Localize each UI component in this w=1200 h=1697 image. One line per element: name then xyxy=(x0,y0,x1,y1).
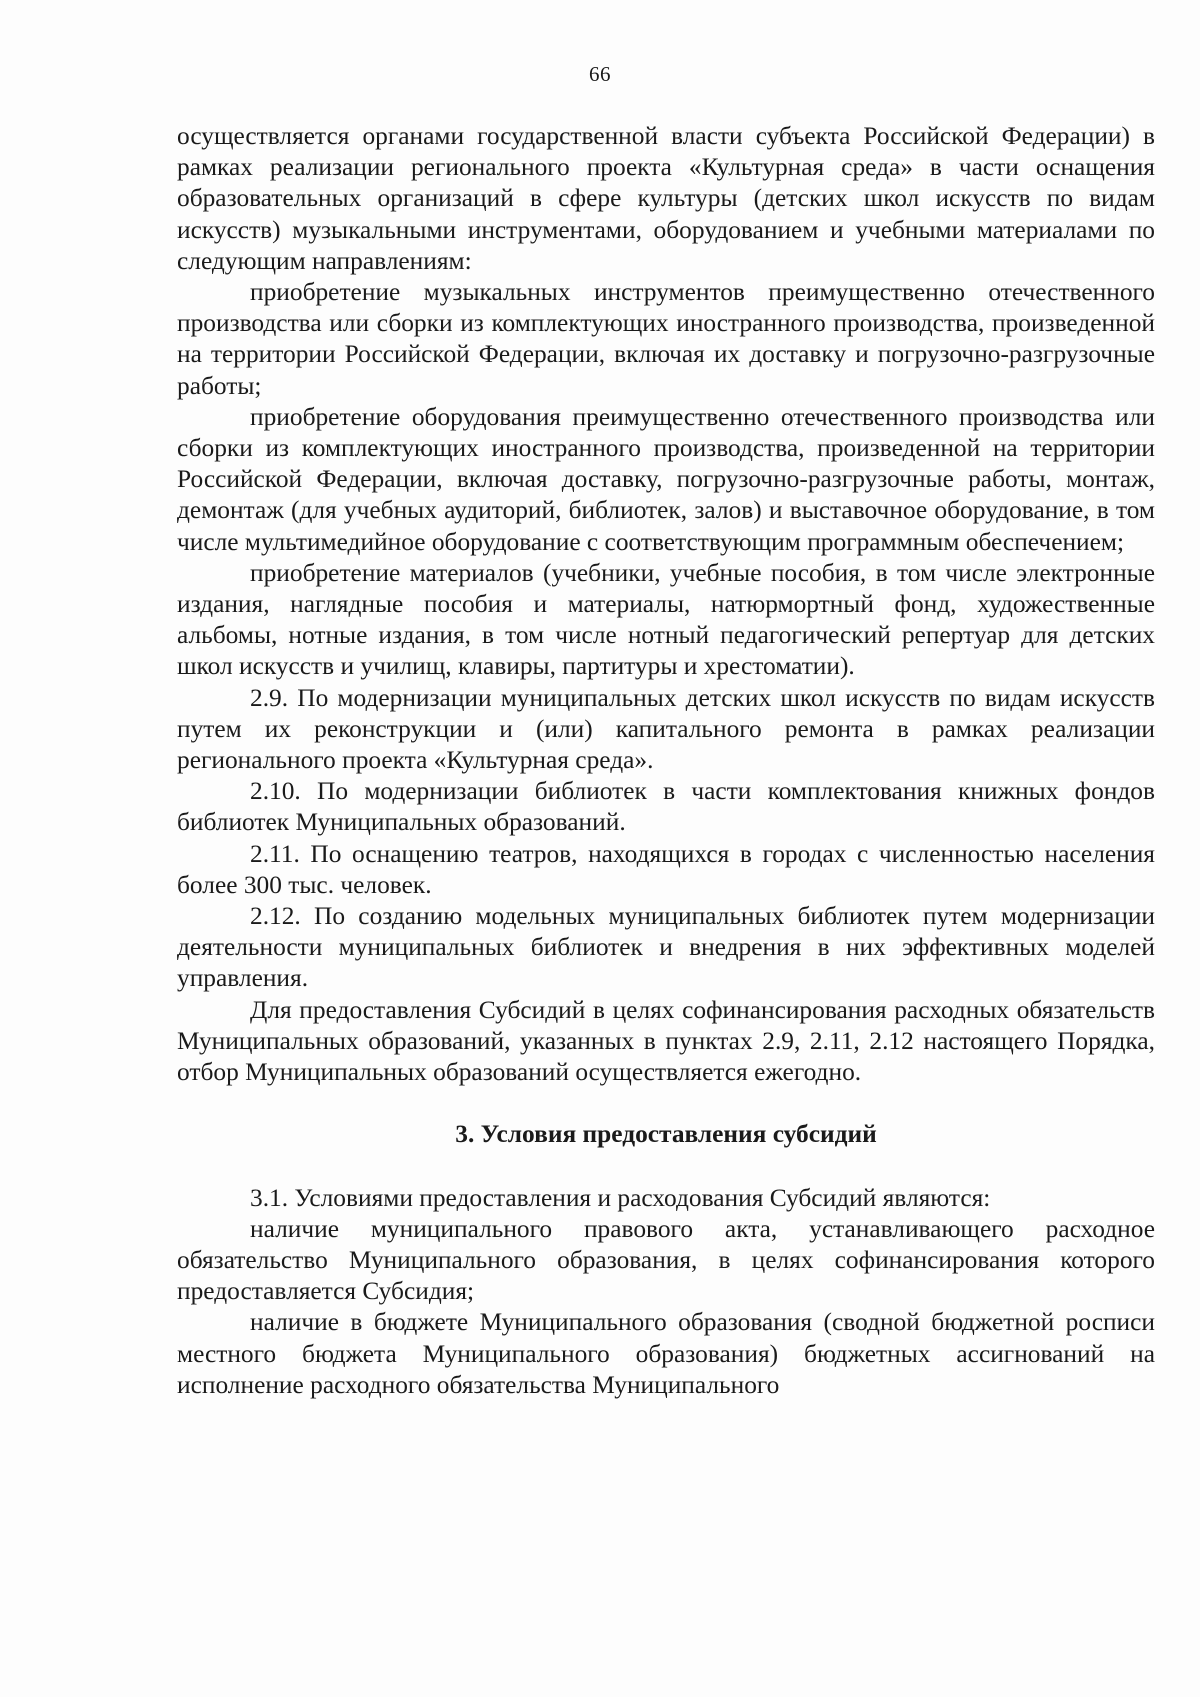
paragraph-2-11: 2.11. По оснащению театров, находящихся в городах с численностью населения более 300 тыс. человек. xyxy=(177,839,1155,899)
paragraph-2-9: 2.9. По модернизации муниципальных детских школ искусств по видам искусств путем их реконструкции и (или) капитального ремонта в рамках реализации регионального проекта «Культурная среда». xyxy=(177,683,1155,775)
paragraph-continuation: осуществляется органами государственной власти субъекта Российской Федерации) в рамках реализации регионального проекта «Культурная среда» в части оснащения образовательных организаций в сфере культуры (детских школ искусств по видам искусств) музыкальными инструментами, оборудованием и учебными материалами по следующим направлениям: xyxy=(177,122,1155,275)
paragraph-legal-act: наличие муниципального правового акта, устанавливающего расходное обязательство Муниципального образования, в целях софинансирования которого предоставляется Субсидия; xyxy=(177,1214,1155,1306)
paragraph-equipment: приобретение оборудования преимущественно отечественного производства или сборки из комплектующих иностранного производства, произведенной на территории Российской Федерации, включая доставку, погрузочно-разгрузочные работы, монтаж, демонтаж (для учебных аудиторий, библиотек, залов) и выставочное оборудование, в том числе мультимедийное оборудование с соответствующим программным обеспечением; xyxy=(177,402,1155,556)
paragraph-2-10: 2.10. По модернизации библиотек в части комплектования книжных фондов библиотек Муниципальных образований. xyxy=(177,777,1155,837)
paragraph-selection: Для предоставления Субсидий в целях софинансирования расходных обязательств Муниципальных образований, указанных в пунктах 2.9, 2.11, 2.12 настоящего Порядка, отбор Муниципальных образований осуществляется ежегодно. xyxy=(177,995,1155,1087)
paragraph-materials: приобретение материалов (учебники, учебные пособия, в том числе электронные издания, наглядные пособия и материалы, натюрмортный фонд, художественные альбомы, нотные издания, в том числе нотный педагогический репертуар для детских школ искусств и училищ, клавиры, партитуры и хрестоматии). xyxy=(177,558,1155,681)
section-3-heading: 3. Условия предоставления субсидий xyxy=(455,1120,877,1149)
page-number: 66 xyxy=(589,62,611,86)
paragraph-2-12: 2.12. По созданию модельных муниципальных библиотек путем модернизации деятельности муниципальных библиотек и внедрения в них эффективных моделей управления. xyxy=(177,902,1155,993)
paragraph-3-1: 3.1. Условиями предоставления и расходования Субсидий являются: xyxy=(250,1183,991,1212)
paragraph-musical-instruments: приобретение музыкальных инструментов преимущественно отечественного производства или сборки из комплектующих иностранного производства, произведенной на территории Российской Федерации, включая их доставку и погрузочно-разгрузочные работы; xyxy=(177,278,1155,400)
paragraph-budget-allocations: наличие в бюджете Муниципального образования (сводной бюджетной росписи местного бюджета Муниципального образования) бюджетных ассигнований на исполнение расходного обязательства Муниципального xyxy=(177,1308,1155,1399)
document-body xyxy=(177,121,1155,1401)
